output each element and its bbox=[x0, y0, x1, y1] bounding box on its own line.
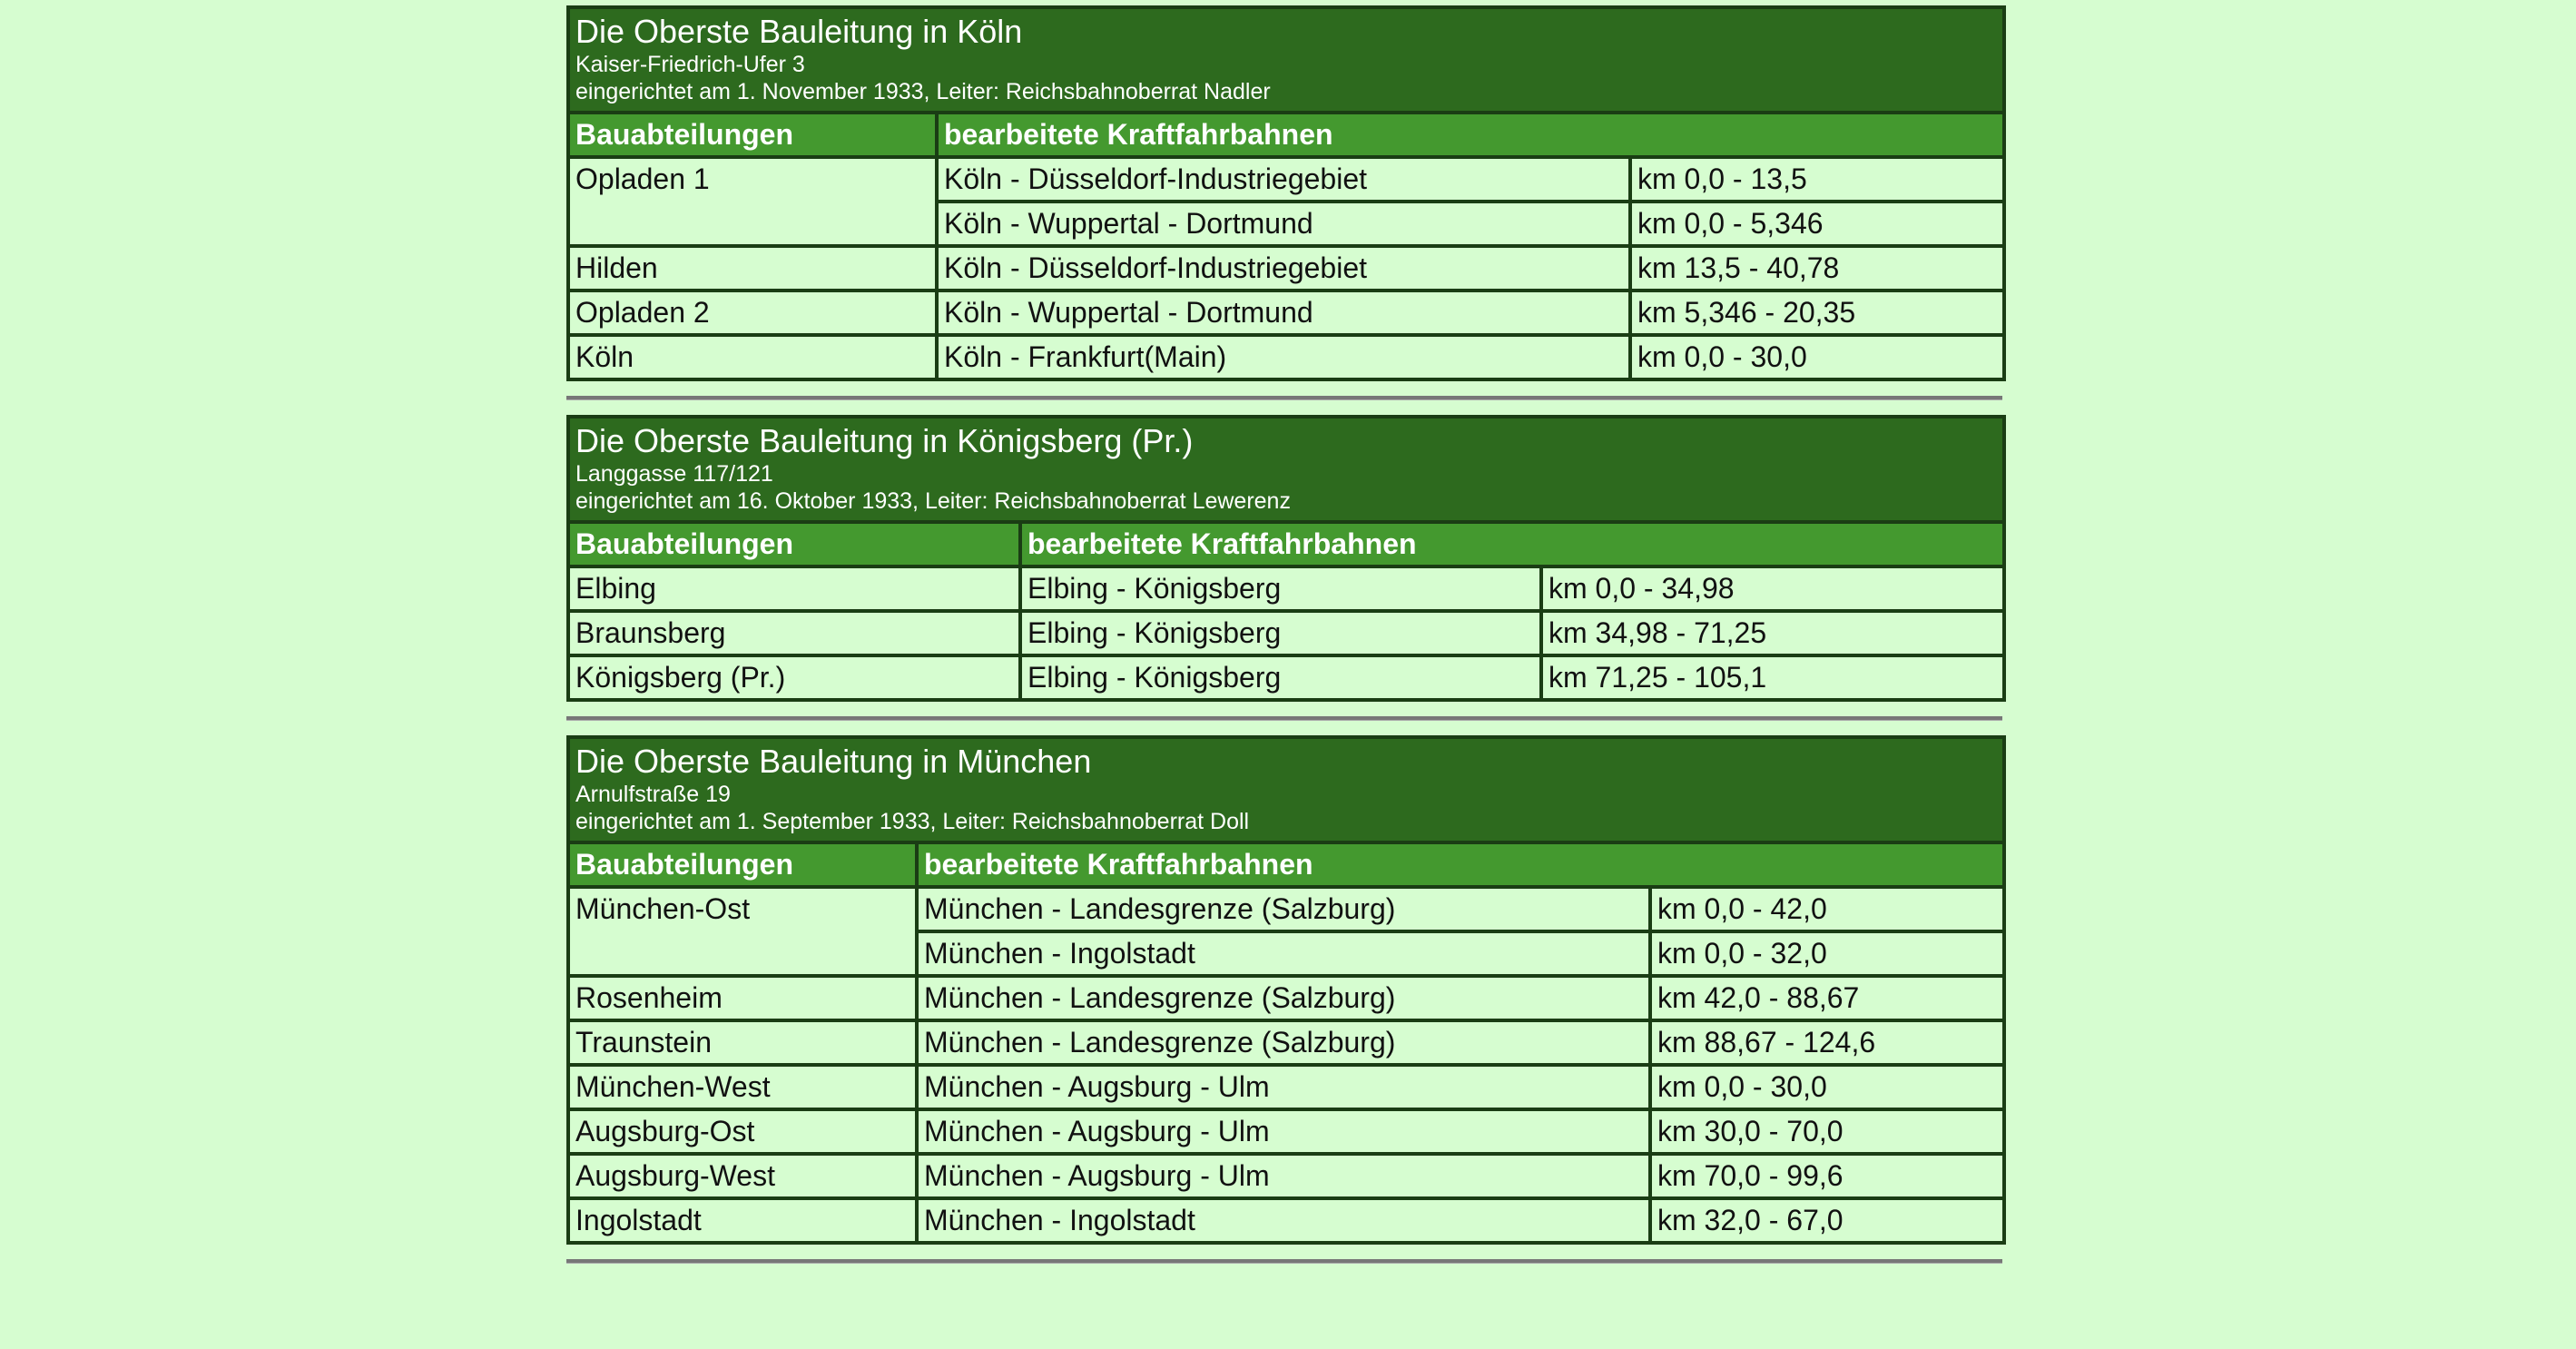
abteilung-cell: Elbing bbox=[568, 566, 1020, 611]
section-title: Die Oberste Bauleitung in Königsberg (Pr.) bbox=[575, 422, 1194, 459]
strecke-cell: Elbing - Königsberg bbox=[1020, 566, 1541, 611]
strecke-cell: München - Landesgrenze (Salzburg) bbox=[917, 1020, 1650, 1065]
table-row bbox=[568, 976, 2004, 1020]
strecke-cell: Köln - Frankfurt(Main) bbox=[937, 335, 1630, 379]
abteilung-cell: Traunstein bbox=[568, 1020, 917, 1065]
km-cell: km 32,0 - 67,0 bbox=[1650, 1198, 2004, 1243]
table-row bbox=[568, 887, 2004, 931]
abteilung-cell: München-Ost bbox=[568, 887, 917, 976]
abteilung-cell: Opladen 2 bbox=[568, 290, 937, 335]
abteilung-cell: Köln bbox=[568, 335, 937, 379]
strecke-cell: München - Augsburg - Ulm bbox=[917, 1154, 1650, 1198]
column-header-kraftfahrbahnen: bearbeitete Kraftfahrbahnen bbox=[1020, 522, 2004, 566]
table-row bbox=[568, 566, 2004, 611]
section-title: Die Oberste Bauleitung in Köln bbox=[575, 13, 1023, 50]
km-cell: km 0,0 - 5,346 bbox=[1630, 202, 2004, 246]
table-row bbox=[568, 1198, 2004, 1243]
table-row bbox=[568, 611, 2004, 655]
column-header-bauabteilungen: Bauabteilungen bbox=[568, 522, 1020, 566]
strecke-cell: München - Landesgrenze (Salzburg) bbox=[917, 887, 1650, 931]
km-cell: km 0,0 - 13,5 bbox=[1630, 157, 2004, 202]
table-row bbox=[568, 1020, 2004, 1065]
section-divider bbox=[566, 1259, 2002, 1264]
section-header bbox=[568, 737, 2004, 842]
strecke-cell: Köln - Düsseldorf-Industriegebiet bbox=[937, 157, 1630, 202]
strecke-cell: München - Ingolstadt bbox=[917, 931, 1650, 976]
section-address: Langgasse 117/121 bbox=[575, 461, 773, 487]
km-cell: km 42,0 - 88,67 bbox=[1650, 976, 2004, 1020]
strecke-cell: München - Landesgrenze (Salzburg) bbox=[917, 976, 1650, 1020]
km-cell: km 0,0 - 42,0 bbox=[1650, 887, 2004, 931]
km-cell: km 34,98 - 71,25 bbox=[1541, 611, 2004, 655]
bauleitung-muenchen-table bbox=[566, 735, 2006, 1245]
abteilung-cell: Opladen 1 bbox=[568, 157, 937, 246]
abteilung-cell: Augsburg-Ost bbox=[568, 1109, 917, 1154]
abteilung-cell: Augsburg-West bbox=[568, 1154, 917, 1198]
section-info: eingerichtet am 16. Oktober 1933, Leiter: Reichsbahnoberrat Lewerenz bbox=[575, 488, 1291, 514]
km-cell: km 70,0 - 99,6 bbox=[1650, 1154, 2004, 1198]
bauleitung-koenigsberg-table bbox=[566, 415, 2006, 702]
bauleitung-koeln-table bbox=[566, 5, 2006, 381]
abteilung-cell: Rosenheim bbox=[568, 976, 917, 1020]
abteilung-cell: München-West bbox=[568, 1065, 917, 1109]
strecke-cell: Elbing - Königsberg bbox=[1020, 611, 1541, 655]
abteilung-cell: Braunsberg bbox=[568, 611, 1020, 655]
section-header bbox=[568, 417, 2004, 522]
km-cell: km 30,0 - 70,0 bbox=[1650, 1109, 2004, 1154]
strecke-cell: München - Augsburg - Ulm bbox=[917, 1065, 1650, 1109]
section-divider bbox=[566, 716, 2002, 721]
section-info: eingerichtet am 1. September 1933, Leiter: Reichsbahnoberrat Doll bbox=[575, 809, 1250, 834]
km-cell: km 71,25 - 105,1 bbox=[1541, 655, 2004, 700]
abteilung-cell: Hilden bbox=[568, 246, 937, 290]
strecke-cell: München - Augsburg - Ulm bbox=[917, 1109, 1650, 1154]
table-row bbox=[568, 290, 2004, 335]
section-title: Die Oberste Bauleitung in München bbox=[575, 743, 1092, 780]
km-cell: km 88,67 - 124,6 bbox=[1650, 1020, 2004, 1065]
table-row bbox=[568, 1154, 2004, 1198]
section-address: Arnulfstraße 19 bbox=[575, 782, 731, 807]
km-cell: km 13,5 - 40,78 bbox=[1630, 246, 2004, 290]
km-cell: km 0,0 - 34,98 bbox=[1541, 566, 2004, 611]
strecke-cell: Köln - Wuppertal - Dortmund bbox=[937, 290, 1630, 335]
column-header-kraftfahrbahnen: bearbeitete Kraftfahrbahnen bbox=[937, 113, 2004, 157]
km-cell: km 5,346 - 20,35 bbox=[1630, 290, 2004, 335]
section-divider bbox=[566, 396, 2002, 400]
km-cell: km 0,0 - 30,0 bbox=[1650, 1065, 2004, 1109]
table-row bbox=[568, 246, 2004, 290]
strecke-cell: München - Ingolstadt bbox=[917, 1198, 1650, 1243]
section-header bbox=[568, 7, 2004, 113]
abteilung-cell: Königsberg (Pr.) bbox=[568, 655, 1020, 700]
table-row bbox=[568, 157, 2004, 202]
km-cell: km 0,0 - 30,0 bbox=[1630, 335, 2004, 379]
column-header-bauabteilungen: Bauabteilungen bbox=[568, 113, 937, 157]
table-row bbox=[568, 1065, 2004, 1109]
km-cell: km 0,0 - 32,0 bbox=[1650, 931, 2004, 976]
table-row bbox=[568, 335, 2004, 379]
strecke-cell: Elbing - Königsberg bbox=[1020, 655, 1541, 700]
page bbox=[566, 5, 2002, 1278]
table-row bbox=[568, 1109, 2004, 1154]
strecke-cell: Köln - Wuppertal - Dortmund bbox=[937, 202, 1630, 246]
abteilung-cell: Ingolstadt bbox=[568, 1198, 917, 1243]
section-address: Kaiser-Friedrich-Ufer 3 bbox=[575, 52, 805, 77]
section-info: eingerichtet am 1. November 1933, Leiter: Reichsbahnoberrat Nadler bbox=[575, 79, 1271, 104]
table-row bbox=[568, 655, 2004, 700]
strecke-cell: Köln - Düsseldorf-Industriegebiet bbox=[937, 246, 1630, 290]
column-header-kraftfahrbahnen: bearbeitete Kraftfahrbahnen bbox=[917, 842, 2004, 887]
column-header-bauabteilungen: Bauabteilungen bbox=[568, 842, 917, 887]
